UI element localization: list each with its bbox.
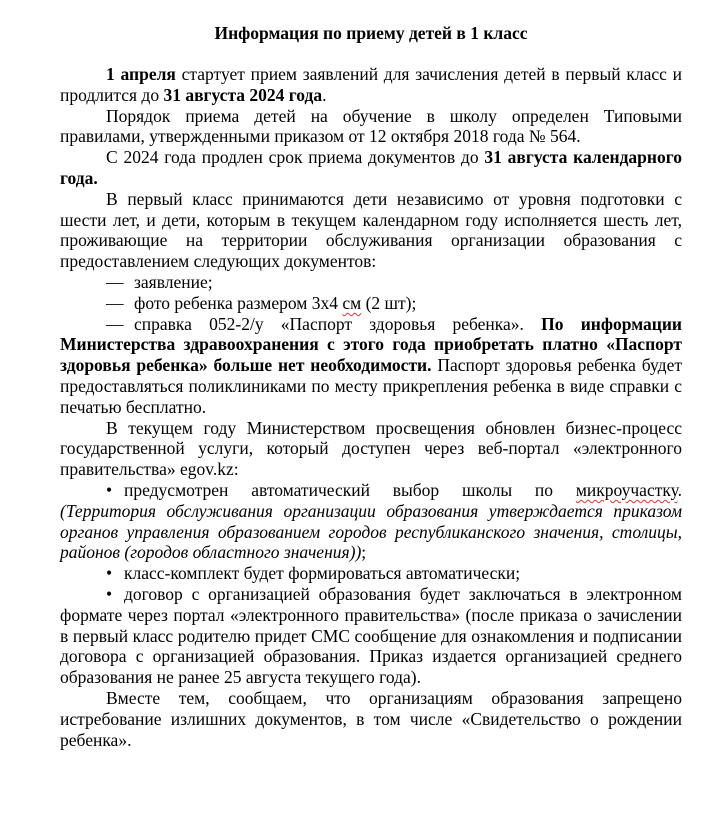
italic-note: (Территория обслуживания организации образования утверждается приказом органов управления образованием городов республиканского значения, столицы, районов (городов областного значения)) bbox=[60, 500, 682, 563]
list-item-text: Паспорт здоровья ребенка будет предоставляться поликлиниками по месту прикрепления ребенка в виде справки с печатью бесплатно. bbox=[60, 355, 682, 417]
extension-bold: 31 августа календарного года. bbox=[60, 147, 682, 188]
health-passport-bold: По информации Министерства здравоохранения с этого года приобретать платно «Паспорт здоровья ребенка» больше нет необходимости. bbox=[60, 313, 683, 376]
paragraph-rules: Порядок приема детей на обучение в школу определен Типовыми правилами, утвержденными приказом от 12 октября 2018 года № 564. bbox=[60, 105, 682, 147]
bullet-marker: • bbox=[106, 583, 113, 604]
end-date-bold: 31 августа 2024 года bbox=[163, 84, 323, 105]
list-item-text: фото ребенка размером 3х4 bbox=[134, 292, 343, 313]
spellcheck-word: микроучастку bbox=[575, 479, 678, 500]
start-date-end: . bbox=[322, 84, 327, 105]
bullet-marker: • bbox=[106, 563, 113, 584]
dash-marker: — bbox=[106, 313, 124, 334]
list-item-text: договор с организацией образования будет заключаться в электронном формате через портал «электронного правительства» (после приказа о зачислении в первый класс родителю придет СМС сообщение для ознакомления и подписании договора с организацией образования. Приказ издается организацией среднего образования не ранее 25 августа текущего года). bbox=[60, 583, 682, 688]
list-item-text: ; bbox=[361, 542, 367, 563]
extension-text: С 2024 года продлен срок приема документов до bbox=[106, 147, 485, 168]
list-item bbox=[60, 314, 682, 418]
document-title: Информация по приему детей в 1 класс bbox=[214, 23, 528, 43]
paragraph-eligibility: В первый класс принимаются дети независимо от уровня подготовки с шести лет, и дети, которым в текущем календарном году исполняется шесть лет, проживающие на территории обслуживания организации образования с предоставлением следующих документов: bbox=[60, 188, 682, 272]
list-item bbox=[60, 272, 682, 293]
list-item-text: (2 шт); bbox=[361, 292, 417, 313]
start-date-text: стартует прием заявлений для зачисления детей в первый класс и продлится до bbox=[60, 64, 683, 105]
list-item bbox=[60, 563, 682, 584]
paragraph-warning: Вместе тем, сообщаем, что организациям образования запрещено истребование излишних документов, в том числе «Свидетельство о рождении ребенка». bbox=[60, 687, 682, 750]
list-item-text: . bbox=[677, 479, 682, 500]
list-item-text: заявление; bbox=[134, 271, 213, 292]
start-date-bold: 1 апреля bbox=[106, 64, 176, 84]
paragraph-extension bbox=[60, 147, 682, 189]
bullet-marker: • bbox=[106, 479, 113, 500]
list-item bbox=[60, 293, 682, 314]
list-item-text: предусмотрен автоматический выбор школы по bbox=[124, 479, 576, 500]
list-item-text: класс-комплект будет формироваться автоматически; bbox=[124, 563, 521, 584]
dash-marker: — bbox=[106, 271, 124, 292]
paragraph-start-date bbox=[60, 64, 682, 106]
dash-marker: — bbox=[106, 292, 124, 313]
paragraph-egov: В текущем году Министерством просвещения обновлен бизнес-процесс государственной услуги, который доступен через веб-портал «электронного правительства» egov.kz: bbox=[60, 417, 682, 480]
list-item bbox=[60, 480, 682, 563]
list-item-text: справка 052-2/у «Паспорт здоровья ребенка». bbox=[134, 313, 542, 334]
list-item bbox=[60, 584, 682, 688]
spellcheck-word: см bbox=[342, 292, 362, 313]
